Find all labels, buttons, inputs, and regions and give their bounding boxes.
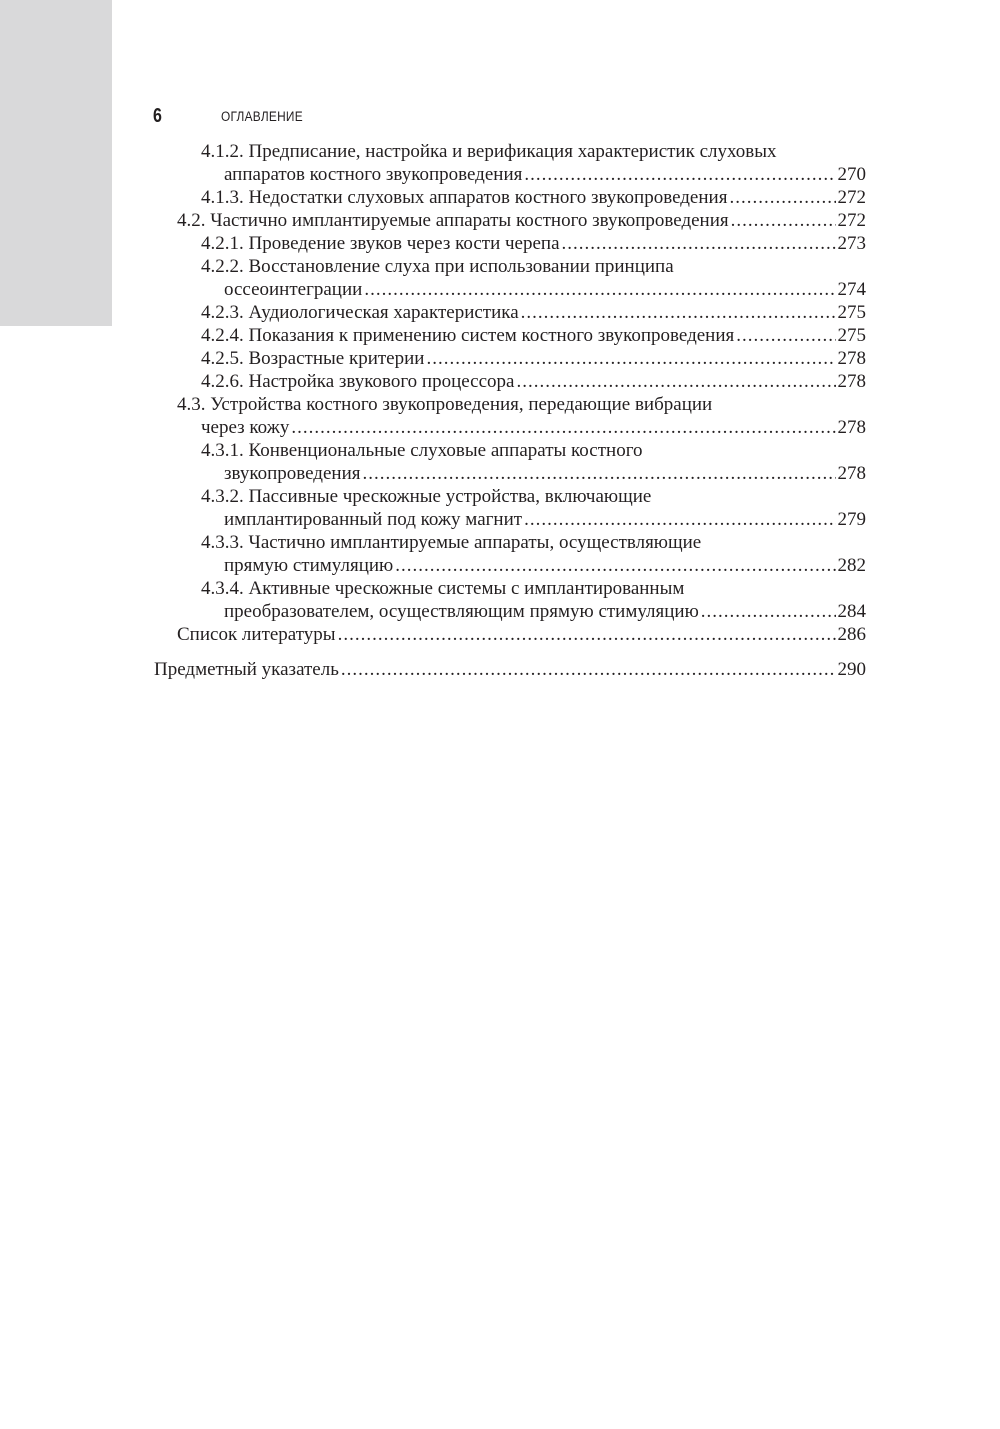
toc-entry[interactable] bbox=[201, 485, 866, 508]
toc-entry[interactable] bbox=[201, 186, 866, 209]
toc-dot-leader bbox=[524, 163, 835, 186]
toc-entry-title: Список литературы bbox=[177, 624, 336, 645]
table-of-contents bbox=[0, 0, 1000, 700]
toc-entry-page: 273 bbox=[837, 233, 866, 254]
toc-entry[interactable] bbox=[201, 439, 866, 462]
toc-entry-title: 4.2. Частично имплантируемые аппараты костного звукопроведения bbox=[177, 210, 729, 231]
toc-entry-title: 4.3.2. Пассивные чрескожные устройства, включающие bbox=[201, 486, 652, 507]
toc-entry[interactable] bbox=[201, 232, 866, 255]
toc-entry-page: 284 bbox=[837, 601, 866, 622]
toc-entry[interactable] bbox=[201, 140, 866, 163]
toc-entry[interactable] bbox=[201, 416, 866, 439]
toc-entry-page: 279 bbox=[837, 509, 866, 530]
toc-dot-leader bbox=[524, 508, 835, 531]
toc-entry[interactable] bbox=[201, 255, 866, 278]
toc-entry-page: 275 bbox=[837, 325, 866, 346]
toc-entry[interactable] bbox=[201, 301, 866, 324]
toc-entry-title: 4.3.3. Частично имплантируемые аппараты, осуществляющие bbox=[201, 532, 702, 553]
toc-entry-title: 4.2.4. Показания к применению систем костного звукопроведения bbox=[201, 325, 735, 346]
toc-entry-page: 278 bbox=[837, 348, 866, 369]
toc-entry[interactable] bbox=[154, 658, 866, 681]
page-number: 6 bbox=[153, 105, 162, 127]
toc-dot-leader bbox=[729, 186, 835, 209]
toc-entry-title: 4.2.1. Проведение звуков через кости черепа bbox=[201, 233, 560, 254]
toc-entry-title: 4.1.3. Недостатки слуховых аппаратов костного звукопроведения bbox=[201, 187, 728, 208]
toc-entry[interactable] bbox=[224, 462, 866, 485]
toc-entry-title: 4.2.6. Настройка звукового процессора bbox=[201, 371, 515, 392]
toc-entry-title: через кожу bbox=[201, 417, 290, 438]
running-title: ОГЛАВЛЕНИЕ bbox=[221, 109, 303, 124]
toc-entry[interactable] bbox=[224, 554, 866, 577]
toc-entry-page: 274 bbox=[837, 279, 866, 300]
toc-dot-leader bbox=[736, 324, 835, 347]
toc-entry-page: 282 bbox=[837, 555, 866, 576]
toc-dot-leader bbox=[516, 370, 835, 393]
toc-entry-title: оссеоинтеграции bbox=[224, 279, 363, 300]
toc-entry-page: 278 bbox=[837, 463, 866, 484]
toc-entry-page: 270 bbox=[837, 164, 866, 185]
toc-dot-leader bbox=[731, 209, 836, 232]
toc-entry-page: 290 bbox=[837, 659, 866, 680]
toc-entry[interactable] bbox=[177, 209, 866, 232]
toc-entry[interactable] bbox=[224, 600, 866, 623]
toc-entry-title: 4.2.5. Возрастные критерии bbox=[201, 348, 425, 369]
toc-entry[interactable] bbox=[201, 577, 866, 600]
toc-entry[interactable] bbox=[201, 370, 866, 393]
toc-dot-leader bbox=[341, 658, 836, 681]
toc-entry-title: 4.3.4. Активные чрескожные системы с имплантированным bbox=[201, 578, 685, 599]
toc-entry-page: 286 bbox=[837, 624, 866, 645]
toc-entry[interactable] bbox=[177, 393, 866, 416]
toc-dot-leader bbox=[701, 600, 836, 623]
toc-entry-title: 4.2.2. Восстановление слуха при использовании принципа bbox=[201, 256, 674, 277]
toc-entry[interactable] bbox=[224, 278, 866, 301]
toc-entry-title: аппаратов костного звукопроведения bbox=[224, 164, 523, 185]
toc-entry-title: 4.3.1. Конвенциональные слуховые аппараты костного bbox=[201, 440, 643, 461]
toc-dot-leader bbox=[426, 347, 835, 370]
toc-entry[interactable] bbox=[224, 163, 866, 186]
toc-dot-leader bbox=[362, 462, 835, 485]
toc-entry-page: 272 bbox=[837, 210, 866, 231]
toc-entry-title: преобразователем, осуществляющим прямую стимуляцию bbox=[224, 601, 699, 622]
toc-entry-title: 4.2.3. Аудиологическая характеристика bbox=[201, 302, 519, 323]
toc-entry[interactable] bbox=[177, 623, 866, 646]
toc-entry[interactable] bbox=[201, 347, 866, 370]
toc-entry-title: звукопроведения bbox=[224, 463, 361, 484]
toc-entry-page: 275 bbox=[837, 302, 866, 323]
toc-dot-leader bbox=[338, 623, 836, 646]
toc-entry-page: 278 bbox=[837, 417, 866, 438]
toc-dot-leader bbox=[395, 554, 835, 577]
toc-dot-leader bbox=[364, 278, 835, 301]
toc-dot-leader bbox=[562, 232, 836, 255]
toc-dot-leader bbox=[521, 301, 836, 324]
toc-entry-title: 4.1.2. Предписание, настройка и верификация характеристик слуховых bbox=[201, 141, 777, 162]
toc-entry-page: 272 bbox=[837, 187, 866, 208]
toc-dot-leader bbox=[291, 416, 835, 439]
toc-entry[interactable] bbox=[201, 324, 866, 347]
toc-entry-page: 278 bbox=[837, 371, 866, 392]
toc-entry-title: 4.3. Устройства костного звукопроведения, передающие вибрации bbox=[177, 394, 713, 415]
toc-entry-title: Предметный указатель bbox=[154, 659, 339, 680]
toc-entry[interactable] bbox=[201, 531, 866, 554]
toc-entry-title: прямую стимуляцию bbox=[224, 555, 394, 576]
toc-entry-title: имплантированный под кожу магнит bbox=[224, 509, 523, 530]
toc-entry[interactable] bbox=[224, 508, 866, 531]
